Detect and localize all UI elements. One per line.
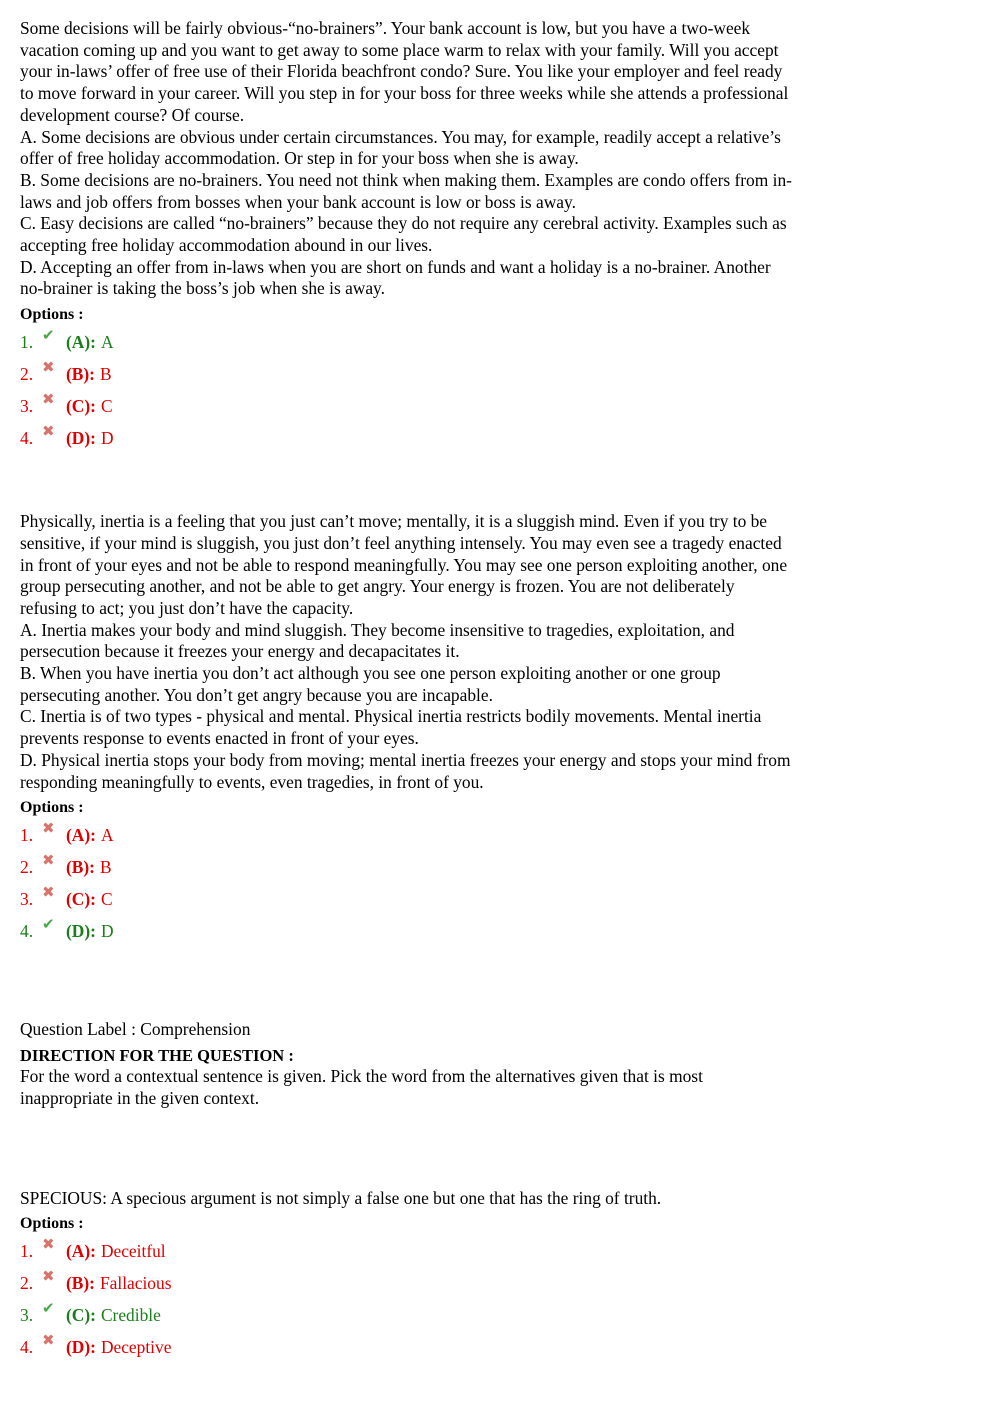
option-text: D bbox=[100, 921, 114, 942]
passage-line: in front of your eyes and not be able to respond meaningfully. You may see one person exploiting another, one bbox=[20, 554, 788, 575]
option-item bbox=[20, 886, 970, 918]
option-text: Deceptive bbox=[100, 1337, 172, 1358]
option-key: (B): bbox=[66, 857, 95, 878]
passage-line: laws and job offers from bosses when your bank account is low or boss is away. bbox=[20, 191, 576, 212]
direction-line: For the word a contextual sentence is given. Pick the word from the alternatives given that is most bbox=[20, 1066, 703, 1087]
passage-line: offer of free holiday accommodation. Or step in for your boss when she is away. bbox=[20, 148, 579, 169]
option-number: 1. bbox=[20, 332, 34, 353]
passage-line: persecuting another. You don’t get angry because you are incapable. bbox=[20, 684, 493, 705]
passage-line: accepting free holiday accommodation abound in our lives. bbox=[20, 235, 433, 256]
option-number: 4. bbox=[20, 428, 34, 449]
option-key: (D): bbox=[66, 428, 96, 449]
option-item bbox=[20, 393, 970, 425]
passage-line: your in-laws’ offer of free use of their Florida beachfront condo? Sure. You like your employer and feel ready bbox=[20, 61, 783, 82]
option-number: 4. bbox=[20, 921, 34, 942]
option-number: 3. bbox=[20, 889, 34, 910]
q1-options bbox=[20, 329, 970, 457]
check-icon: ✔ bbox=[42, 917, 55, 934]
cross-icon: ✖ bbox=[42, 1269, 55, 1286]
direction-heading: DIRECTION FOR THE QUESTION : bbox=[20, 1046, 294, 1066]
passage-line: group persecuting another, and not be able to get angry. Your energy is frozen. You are not deliberately bbox=[20, 576, 735, 597]
option-text: Credible bbox=[100, 1305, 161, 1326]
option-key: (C): bbox=[66, 889, 96, 910]
question-sentence: SPECIOUS: A specious argument is not simply a false one but one that has the ring of truth. bbox=[20, 1187, 662, 1208]
passage-line: Some decisions will be fairly obvious-“no-brainers”. Your bank account is low, but you have a two-week bbox=[20, 18, 751, 38]
document-page bbox=[20, 18, 970, 1366]
direction-text bbox=[20, 1066, 970, 1109]
direction-line: inappropriate in the given context. bbox=[20, 1087, 260, 1108]
cross-icon: ✖ bbox=[42, 885, 55, 902]
q2-options bbox=[20, 822, 970, 950]
option-item bbox=[20, 1238, 970, 1270]
option-item bbox=[20, 918, 970, 950]
cross-icon: ✖ bbox=[42, 424, 55, 441]
option-text: D bbox=[100, 428, 114, 449]
option-key: (C): bbox=[66, 396, 96, 417]
passage-line: no-brainer is taking the boss’s job when she is away. bbox=[20, 278, 385, 299]
check-icon: ✔ bbox=[42, 328, 55, 345]
option-text: Deceitful bbox=[100, 1241, 166, 1262]
passage-line: C. Inertia is of two types - physical and mental. Physical inertia restricts bodily movements. Mental inertia bbox=[20, 706, 762, 727]
option-number: 2. bbox=[20, 1273, 34, 1294]
option-number: 2. bbox=[20, 857, 34, 878]
option-text: C bbox=[100, 889, 113, 910]
passage-line: A. Inertia makes your body and mind sluggish. They become insensitive to tragedies, exploitation, and bbox=[20, 619, 735, 640]
cross-icon: ✖ bbox=[42, 360, 55, 377]
option-item bbox=[20, 1270, 970, 1302]
passage-line: D. Physical inertia stops your body from moving; mental inertia freezes your energy and stops your mind from bbox=[20, 749, 791, 770]
option-key: (A): bbox=[66, 825, 96, 846]
option-number: 3. bbox=[20, 396, 34, 417]
question-1 bbox=[20, 18, 970, 457]
option-key: (A): bbox=[66, 1241, 96, 1262]
option-item bbox=[20, 361, 970, 393]
q2-passage bbox=[20, 511, 970, 793]
passage-line: vacation coming up and you want to get away to some place warm to relax with your family. Will you accept bbox=[20, 39, 779, 60]
question-2 bbox=[20, 511, 970, 950]
passage-line: persecution because it freezes your energy and decapacitates it. bbox=[20, 641, 460, 662]
question-3 bbox=[20, 1018, 970, 1366]
option-key: (B): bbox=[66, 1273, 95, 1294]
cross-icon: ✖ bbox=[42, 853, 55, 870]
option-number: 1. bbox=[20, 1241, 34, 1262]
option-text: Fallacious bbox=[99, 1273, 172, 1294]
q1-passage bbox=[20, 18, 970, 300]
option-item bbox=[20, 1302, 970, 1334]
cross-icon: ✖ bbox=[42, 1237, 55, 1254]
option-text: B bbox=[99, 857, 112, 878]
option-item bbox=[20, 1334, 970, 1366]
option-key: (B): bbox=[66, 364, 95, 385]
option-text: A bbox=[100, 332, 114, 353]
option-key: (D): bbox=[66, 1337, 96, 1358]
cross-icon: ✖ bbox=[42, 1333, 55, 1350]
passage-line: responding meaningfully to events, even tragedies, in front of you. bbox=[20, 771, 484, 792]
options-heading: Options : bbox=[20, 1215, 84, 1233]
option-number: 4. bbox=[20, 1337, 34, 1358]
passage-line: development course? Of course. bbox=[20, 104, 245, 125]
passage-line: C. Easy decisions are called “no-brainers” because they do not require any cerebral activity. Examples such as bbox=[20, 213, 787, 234]
option-item bbox=[20, 822, 970, 854]
option-number: 2. bbox=[20, 364, 34, 385]
option-item bbox=[20, 854, 970, 886]
passage-line: to move forward in your career. Will you step in for your boss for three weeks while she attends a professional bbox=[20, 83, 789, 104]
options-heading: Options : bbox=[20, 306, 84, 324]
option-text: B bbox=[99, 364, 112, 385]
q3-options bbox=[20, 1238, 970, 1366]
option-text: C bbox=[100, 396, 113, 417]
passage-line: prevents response to events enacted in front of your eyes. bbox=[20, 728, 419, 749]
option-key: (D): bbox=[66, 921, 96, 942]
option-number: 3. bbox=[20, 1305, 34, 1326]
passage-line: Physically, inertia is a feeling that you just can’t move; mentally, it is a sluggish mind. Even if you try to be bbox=[20, 511, 768, 532]
option-number: 1. bbox=[20, 825, 34, 846]
passage-line: D. Accepting an offer from in-laws when you are short on funds and want a holiday is a no-brainer. Another bbox=[20, 256, 771, 277]
option-key: (C): bbox=[66, 1305, 96, 1326]
passage-line: A. Some decisions are obvious under certain circumstances. You may, for example, readily accept a relative’s bbox=[20, 126, 781, 147]
passage-line: refusing to act; you just don’t have the capacity. bbox=[20, 597, 354, 618]
question-label: Question Label : Comprehension bbox=[20, 1019, 251, 1040]
option-item bbox=[20, 329, 970, 361]
option-key: (A): bbox=[66, 332, 96, 353]
options-heading: Options : bbox=[20, 799, 84, 817]
passage-line: B. Some decisions are no-brainers. You need not think when making them. Examples are condo offers from in- bbox=[20, 169, 792, 190]
cross-icon: ✖ bbox=[42, 392, 55, 409]
check-icon: ✔ bbox=[42, 1301, 55, 1318]
passage-line: B. When you have inertia you don’t act although you see one person exploiting another or one group bbox=[20, 663, 721, 684]
option-text: A bbox=[100, 825, 114, 846]
passage-line: sensitive, if your mind is sluggish, you just don’t feel anything intensely. You may even see a tragedy enacted bbox=[20, 532, 782, 553]
cross-icon: ✖ bbox=[42, 821, 55, 838]
option-item bbox=[20, 425, 970, 457]
